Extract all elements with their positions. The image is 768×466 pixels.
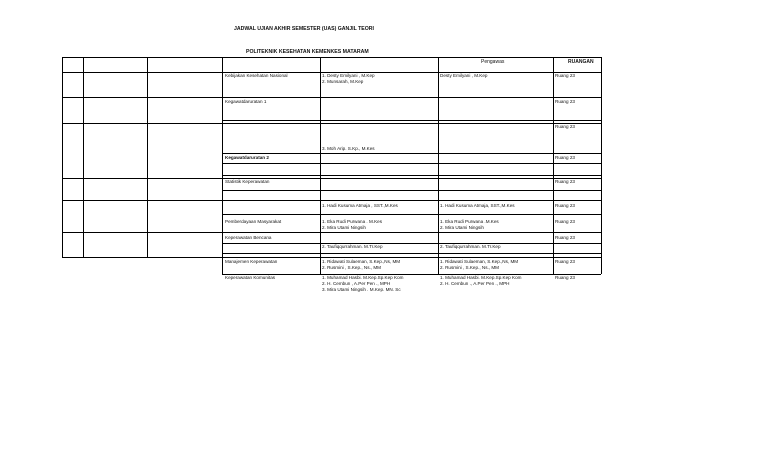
col-line: [222, 57, 223, 274]
row-line: [222, 274, 601, 275]
supervisor-item: 1. Hadi Kusuma Atmaja, SST.,M.Kes: [440, 203, 515, 208]
course-statistik: Statistik Keperawatan: [225, 179, 270, 184]
room-cell: Ruang 23: [555, 275, 575, 280]
room-cell: Ruang 23: [555, 155, 575, 160]
lecturer-item: 1. Eka Rudi Purwana . M.Kes: [322, 219, 383, 224]
room-cell: Ruang 23: [555, 73, 575, 78]
supervisor-item: 1. Muhamad Hasbi. M.Kep.Sp.Kep Kom: [440, 275, 522, 280]
row-line: [222, 120, 601, 121]
col-line: [62, 57, 63, 257]
lecturer-item: 1. Desty Emilyani , M.Kep: [322, 73, 375, 78]
header-ruangan: RUANGAN: [568, 59, 594, 65]
course-kegawatdaruratan-2: Kegawatdaruratan 2: [225, 155, 269, 160]
supervisor-item: 1. Ridawati Sulaeman, S.Kep.,Ns, MM: [440, 259, 519, 264]
document-subtitle: POLITEKNIK KESEHATAN KEMENKES MATARAM: [246, 49, 369, 55]
header-pengawas: Pengawas: [481, 59, 505, 65]
row-line: [222, 253, 601, 254]
col-line: [320, 57, 321, 274]
row-line: [222, 163, 601, 164]
supervisor-item: Desty Emilyani , M.Kep: [440, 73, 488, 78]
lecturer-item: 2. Taufiqqurrahman. M.Tr.Kep: [322, 244, 383, 249]
row-line: [222, 153, 601, 154]
supervisor-item: 2. Mira Utami Ningsih: [440, 225, 484, 231]
row-line: [62, 178, 601, 179]
room-cell: Ruang 23: [555, 235, 575, 240]
lecturer-list: [322, 275, 403, 294]
col-line: [147, 57, 148, 257]
room-cell: Ruang 23: [555, 203, 575, 208]
lecturer-list: [322, 219, 382, 231]
col-line: [553, 57, 554, 274]
row-line: [222, 175, 601, 176]
document-title: JADWAL UJIAN AKHIR SEMESTER (UAS) GANJIL TEORI: [234, 26, 374, 32]
col-line: [83, 57, 84, 257]
course-kegawatdaruratan-1: Kegawatdaruratan 1: [225, 99, 267, 104]
supervisor-list: [440, 259, 518, 271]
course-kebijakan: Kebijakan Kesehatan Nasional: [225, 73, 288, 78]
supervisor-item: 2. Rusmini , S.Kep., Ns., MM: [440, 265, 499, 271]
col-line: [438, 57, 439, 274]
supervisor-item: 2. Taufiqqurrahman. M.Tr.Kep: [440, 244, 501, 249]
supervisor-list: [440, 275, 521, 287]
course-komunitas: Keperawatan Komunitas: [225, 275, 276, 280]
row-line: [62, 257, 601, 258]
supervisor-item: 2. H. Cembun ., A.Per Pen ., MPH: [440, 281, 510, 287]
room-cell: Ruang 23: [555, 179, 575, 184]
room-cell: Ruang 23: [555, 99, 575, 104]
lecturer-list: [322, 259, 400, 271]
course-manajemen: Manajemen Keperawatan: [225, 259, 278, 264]
lecturer-item: 2. Rusmini , S.Kep., Ns., MM: [322, 265, 381, 271]
supervisor-item: 1. Eka Rudi Purwana .M.Kes: [440, 219, 499, 224]
lecturer-item: 2. H. Cembun , A.Per Pen ., MPH: [322, 281, 391, 287]
row-line: [222, 190, 601, 191]
lecturer-item: 3. Mira Utami Ningsih . M.Kep. MN. Sc: [322, 287, 401, 293]
lecturer-item: 3. Moh Arip. S.Kp., M.Kes: [322, 146, 375, 151]
room-cell: Ruang 23: [555, 259, 575, 264]
lecturer-item: 1. Hadi Kusuma Atmaja , SST.,M.Kes: [322, 203, 398, 208]
row-line: [222, 214, 601, 215]
room-cell: Ruang 23: [555, 124, 575, 129]
course-pemberdayaan: Pemberdayaan Masyarakat: [225, 219, 282, 224]
lecturer-list: [322, 73, 375, 85]
lecturer-item: 1. Muhamad Hasbi. M.Kep.Sp.Kep Kom: [322, 275, 404, 280]
lecturer-item: 1. Ridawati Sulaeman, S.Kep.,Ns, MM: [322, 259, 401, 264]
row-line: [62, 97, 601, 98]
course-bencana: Keperawatan Bencana: [225, 235, 272, 240]
room-cell: Ruang 23: [555, 219, 575, 224]
row-line: [62, 232, 601, 233]
row-line: [62, 123, 601, 124]
row-line: [62, 200, 601, 201]
supervisor-list: [440, 219, 499, 231]
row-line: [222, 243, 601, 244]
row-line: [62, 57, 601, 58]
col-line: [601, 57, 602, 274]
lecturer-item: 2. Mira Utami Ningsih: [322, 225, 366, 231]
lecturer-item: 2. Munsarah, M.Kep: [322, 79, 364, 85]
